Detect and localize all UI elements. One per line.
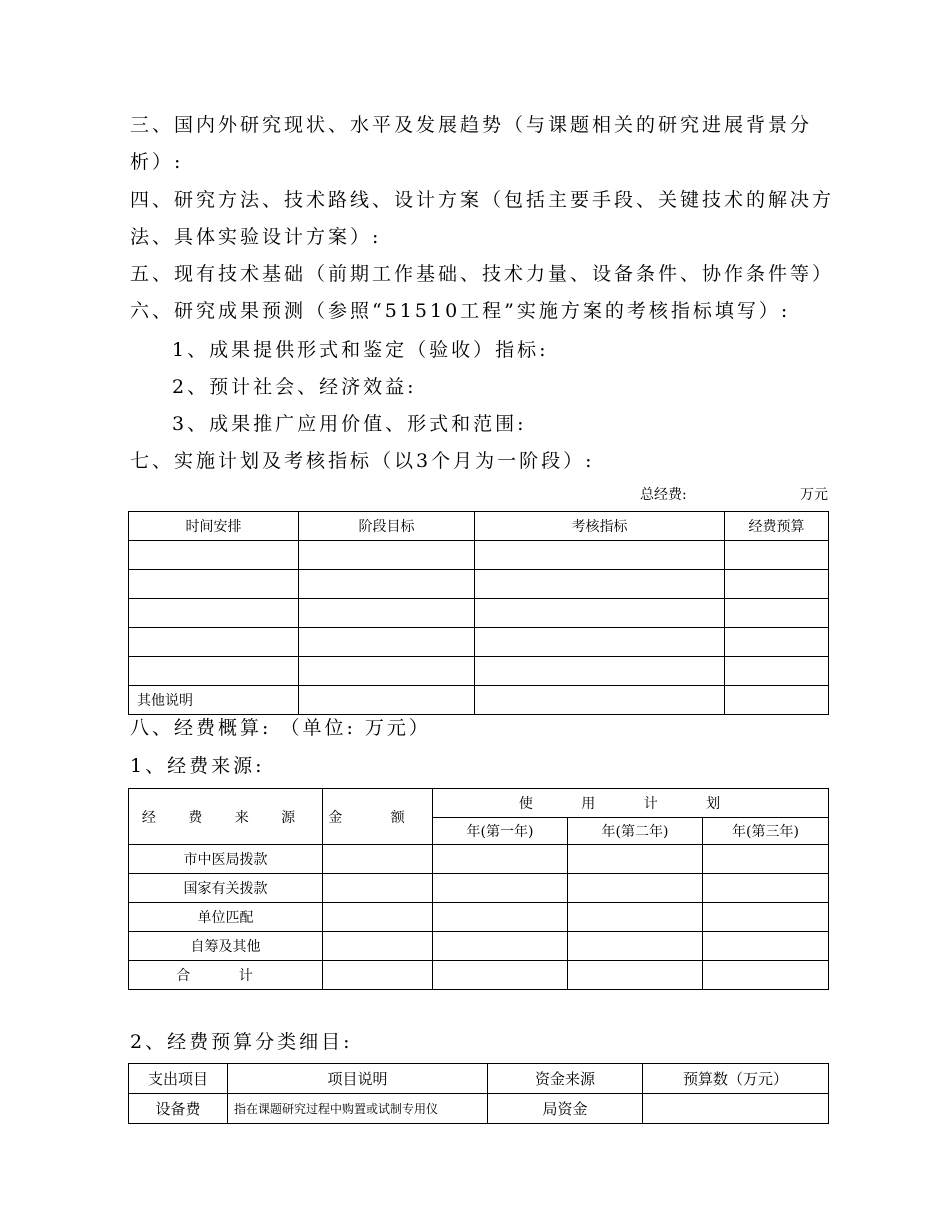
category-header-amount: 预算数（万元） (643, 1064, 829, 1094)
plan-cell[interactable] (299, 657, 475, 686)
plan-header-time: 时间安排 (129, 512, 299, 541)
category-amount[interactable] (643, 1094, 829, 1124)
section-7: 七、实施计划及考核指标（以3个月为一阶段）: (130, 450, 595, 472)
funding-cell[interactable] (323, 845, 433, 874)
plan-cell[interactable] (725, 541, 829, 570)
funding-cell[interactable] (323, 874, 433, 903)
plan-row (129, 541, 829, 570)
funding-row-label: 单位匹配 (129, 903, 323, 932)
category-item: 设备费 (129, 1094, 228, 1124)
plan-header-row (129, 512, 829, 541)
plan-cell[interactable] (475, 686, 725, 715)
plan-header-budget: 经费预算 (725, 512, 829, 541)
total-budget-label: 总经费: (640, 487, 687, 503)
funding-row-label: 市中医局拨款 (129, 845, 323, 874)
total-budget-unit: 万元 (800, 487, 828, 503)
funding-total-row (129, 961, 829, 990)
funding-row (129, 845, 829, 874)
section-8-2: 2、经费预算分类细目: (130, 1031, 353, 1053)
plan-row (129, 628, 829, 657)
section-6-item-1: 1、成果提供形式和鉴定（验收）指标: (172, 339, 549, 361)
plan-cell[interactable] (129, 657, 299, 686)
funding-row (129, 874, 829, 903)
category-source: 局资金 (488, 1094, 643, 1124)
plan-cell[interactable] (129, 570, 299, 599)
funding-source-table (128, 788, 829, 990)
plan-cell[interactable] (475, 628, 725, 657)
plan-cell[interactable] (129, 628, 299, 657)
section-8: 八、经费概算: （单位: 万元） (130, 717, 431, 739)
category-header-source: 资金来源 (488, 1064, 643, 1094)
funding-header-amount: 金 额 (323, 789, 433, 845)
funding-cell[interactable] (323, 961, 433, 990)
plan-cell[interactable] (299, 686, 475, 715)
section-4-line-2: 法、具体实验设计方案）: (130, 226, 382, 248)
plan-row (129, 657, 829, 686)
funding-cell[interactable] (433, 932, 568, 961)
plan-cell[interactable] (129, 541, 299, 570)
plan-cell[interactable] (299, 570, 475, 599)
section-6: 六、研究成果预测（参照“51510工程”实施方案的考核指标填写）: (130, 300, 791, 322)
funding-row-label: 自筹及其他 (129, 932, 323, 961)
plan-row (129, 599, 829, 628)
plan-table (128, 511, 829, 715)
funding-cell[interactable] (568, 932, 703, 961)
plan-cell[interactable] (475, 541, 725, 570)
section-3-line-2: 析）: (130, 151, 184, 173)
plan-cell[interactable] (725, 628, 829, 657)
funding-cell[interactable] (433, 874, 568, 903)
plan-cell[interactable] (475, 657, 725, 686)
plan-cell[interactable] (725, 686, 829, 715)
funding-cell[interactable] (568, 961, 703, 990)
funding-header-plan: 使 用 计 划 (433, 789, 829, 818)
plan-cell[interactable] (725, 599, 829, 628)
section-3-line-1: 三、国内外研究现状、水平及发展趋势（与课题相关的研究进展背景分 (130, 114, 813, 136)
plan-cell[interactable] (299, 541, 475, 570)
plan-cell[interactable] (725, 570, 829, 599)
funding-cell[interactable] (568, 903, 703, 932)
funding-year-1: 年(第一年) (433, 818, 568, 845)
funding-cell[interactable] (323, 903, 433, 932)
section-6-item-3: 3、成果推广应用价值、形式和范围: (172, 413, 527, 435)
category-header-row (129, 1064, 829, 1094)
funding-cell[interactable] (433, 903, 568, 932)
plan-cell[interactable] (475, 570, 725, 599)
total-budget (640, 484, 828, 504)
section-8-1: 1、经费来源: (130, 755, 265, 777)
plan-header-indicator: 考核指标 (475, 512, 725, 541)
plan-cell[interactable] (475, 599, 725, 628)
funding-row (129, 932, 829, 961)
funding-year-3: 年(第三年) (703, 818, 829, 845)
funding-cell[interactable] (703, 961, 829, 990)
plan-cell[interactable] (129, 599, 299, 628)
funding-header-row (129, 789, 829, 818)
plan-other-label: 其他说明 (129, 686, 299, 715)
category-header-desc: 项目说明 (228, 1064, 488, 1094)
plan-cell[interactable] (725, 657, 829, 686)
funding-cell[interactable] (323, 932, 433, 961)
plan-other-row (129, 686, 829, 715)
funding-cell[interactable] (433, 961, 568, 990)
funding-row (129, 903, 829, 932)
category-header-item: 支出项目 (129, 1064, 228, 1094)
funding-cell[interactable] (703, 845, 829, 874)
funding-cell[interactable] (568, 874, 703, 903)
section-4-line-1: 四、研究方法、技术路线、设计方案（包括主要手段、关键技术的解决方 (130, 189, 835, 211)
funding-row-label: 国家有关拨款 (129, 874, 323, 903)
funding-cell[interactable] (568, 845, 703, 874)
budget-category-table (128, 1063, 829, 1124)
funding-cell[interactable] (703, 874, 829, 903)
plan-cell[interactable] (299, 628, 475, 657)
category-row (129, 1094, 829, 1124)
plan-cell[interactable] (299, 599, 475, 628)
funding-year-2: 年(第二年) (568, 818, 703, 845)
funding-total-label: 合 计 (129, 961, 323, 990)
section-6-item-2: 2、预计社会、经济效益: (172, 376, 417, 398)
plan-row (129, 570, 829, 599)
funding-header-source: 经 费 来 源 (129, 789, 323, 845)
category-desc: 指在课题研究过程中购置或试制专用仪 (228, 1094, 488, 1124)
funding-cell[interactable] (703, 903, 829, 932)
section-5: 五、现有技术基础（前期工作基础、技术力量、设备条件、协作条件等） (130, 263, 835, 285)
funding-cell[interactable] (433, 845, 568, 874)
funding-cell[interactable] (703, 932, 829, 961)
plan-header-goal: 阶段目标 (299, 512, 475, 541)
